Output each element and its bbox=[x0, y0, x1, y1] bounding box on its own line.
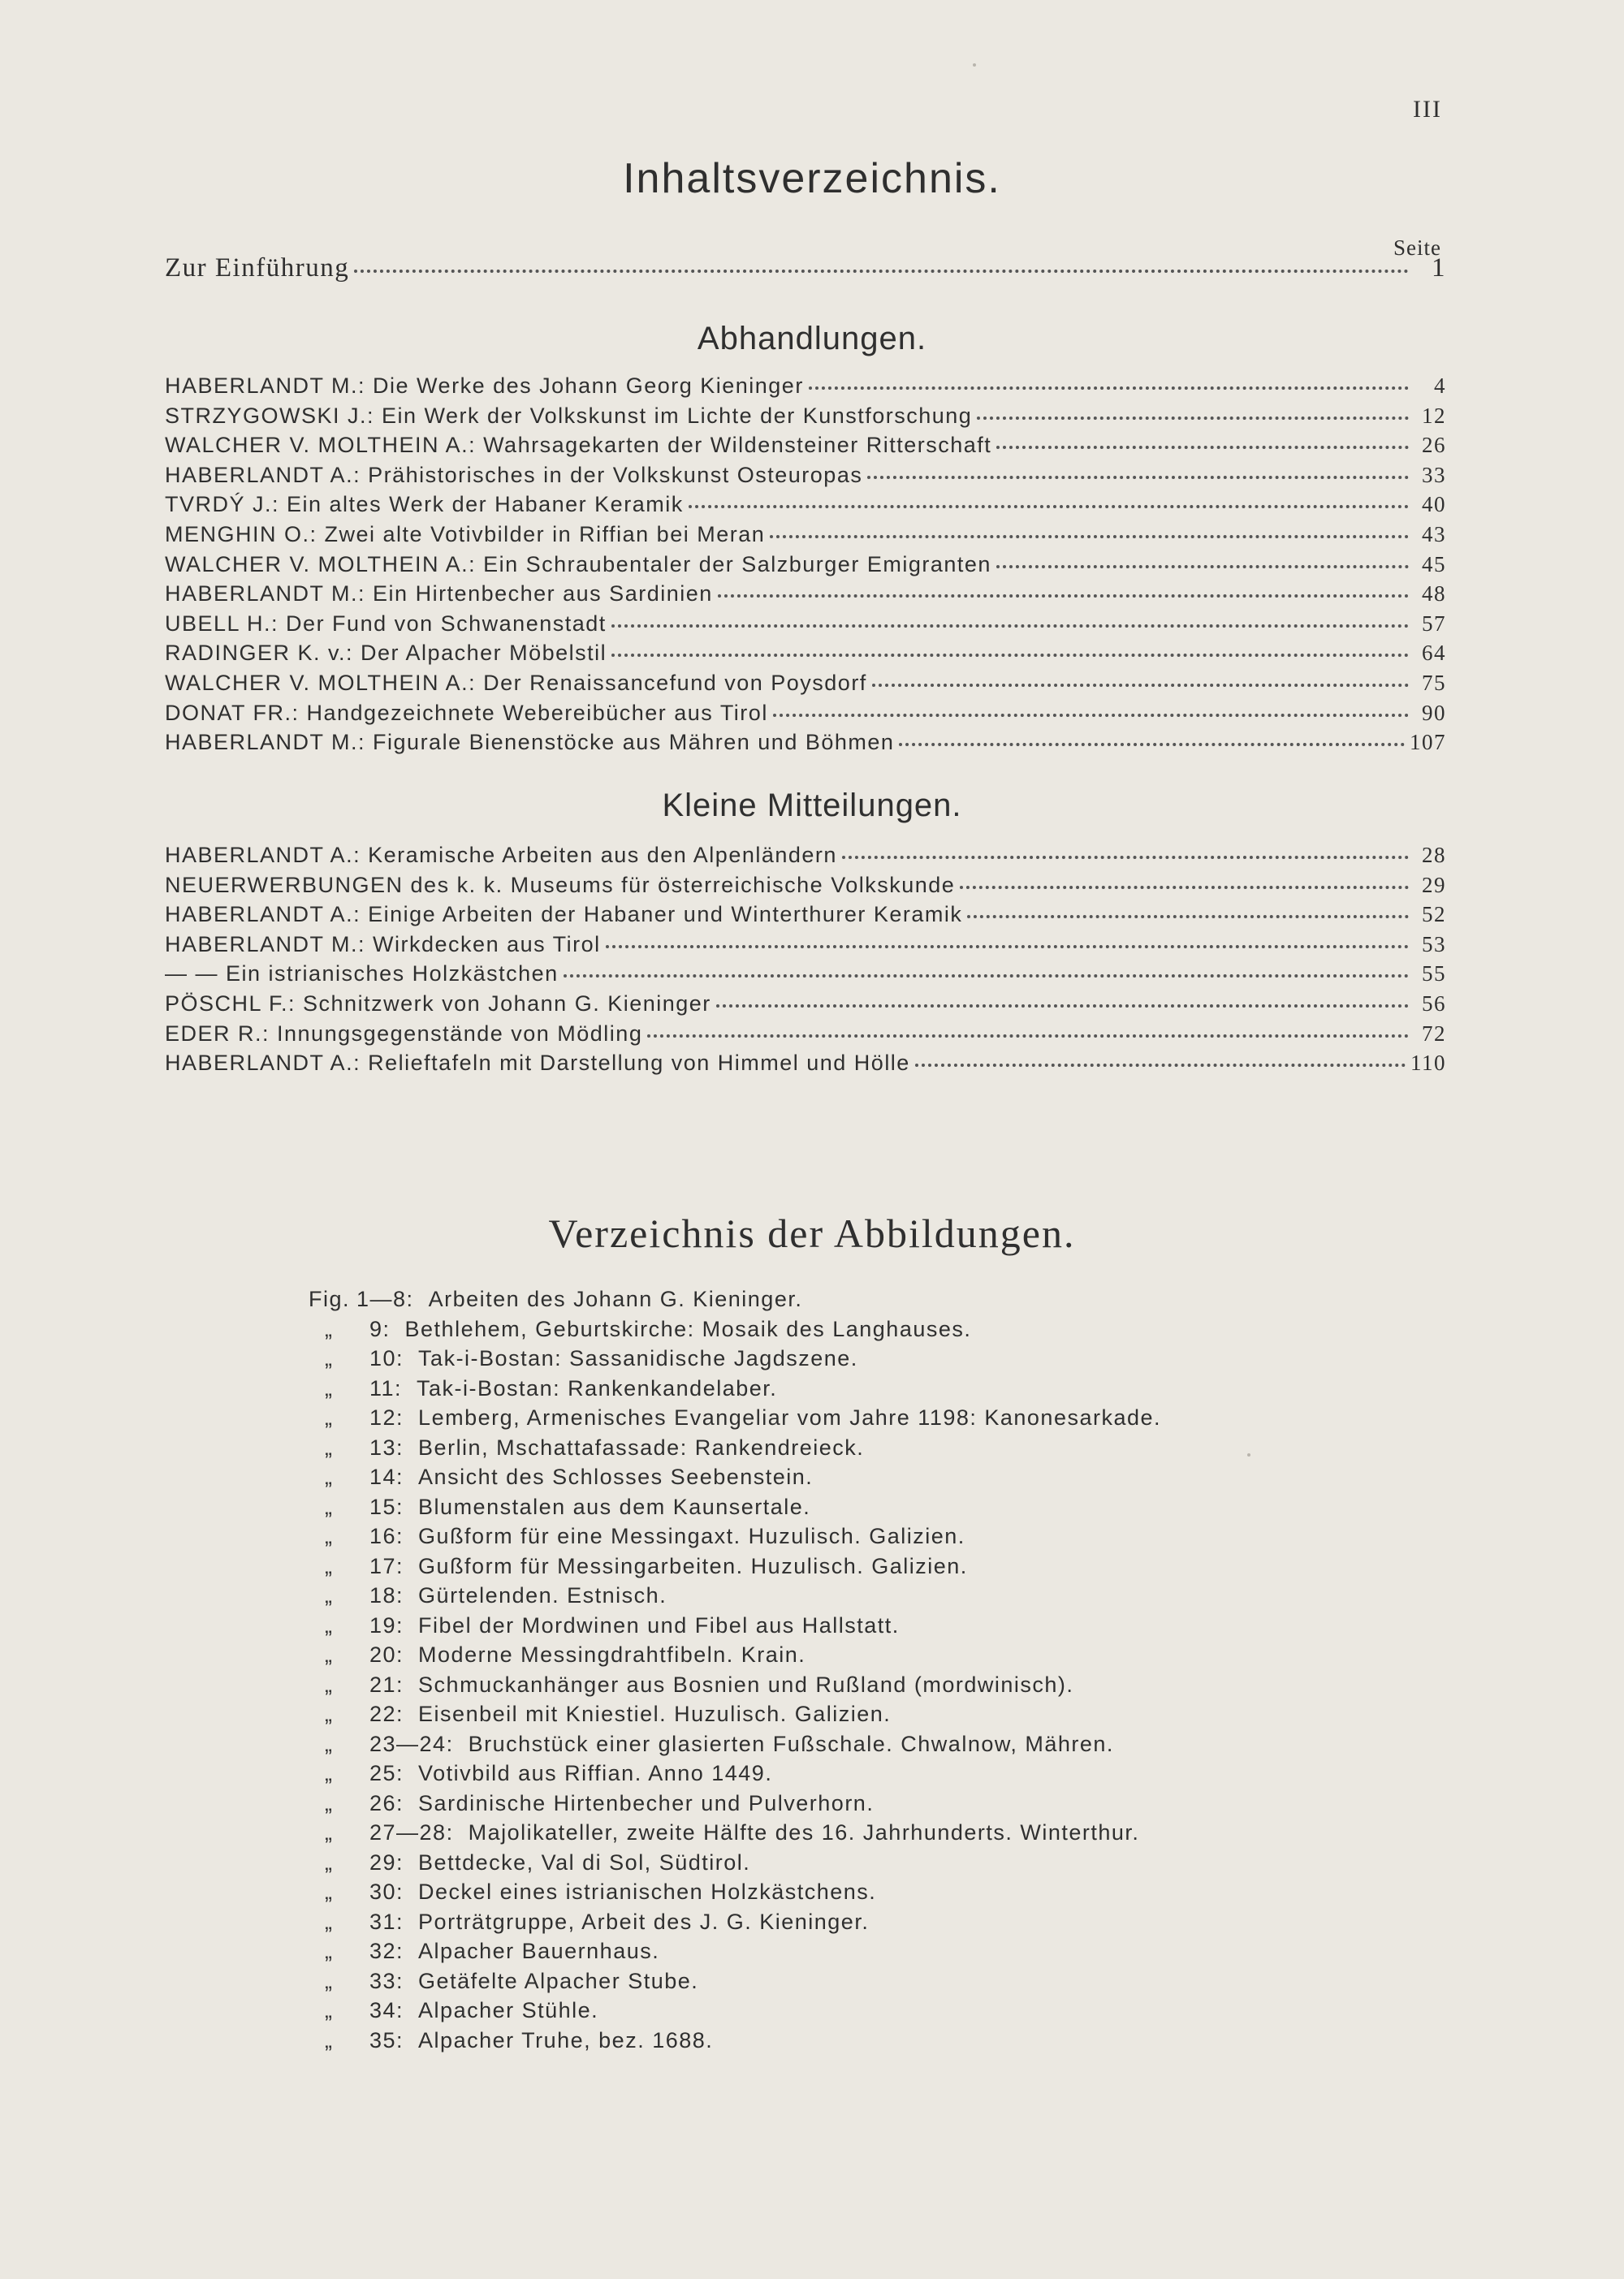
toc-entry-label: HABERLANDT M.: Ein Hirtenbecher aus Sardinien bbox=[165, 581, 713, 606]
toc-entry-page: 45 bbox=[1422, 551, 1446, 576]
figure-entry bbox=[309, 1554, 968, 1579]
figure-caption: Tak-i-Bostan: Sassanidische Jagdszene. bbox=[418, 1346, 858, 1370]
figure-number: 17: bbox=[369, 1553, 404, 1578]
toc-entry-label: HABERLANDT M.: Figurale Bienenstöcke aus Mähren und Böhmen bbox=[165, 730, 895, 755]
figure-number: 14: bbox=[369, 1465, 404, 1489]
figure-prefix: „ bbox=[325, 1672, 334, 1697]
toc-entry[interactable] bbox=[165, 641, 1446, 666]
figure-caption: Berlin, Mschattafassade: Rankendreieck. bbox=[418, 1435, 865, 1460]
figure-number: 11: bbox=[369, 1375, 403, 1401]
toc-entry[interactable] bbox=[165, 961, 1446, 986]
figure-number: 32: bbox=[369, 1939, 404, 1963]
figure-entry bbox=[309, 1702, 891, 1727]
figure-caption: Lemberg, Armenisches Evangeliar vom Jahre 1198: Kanonesarkade. bbox=[418, 1405, 1162, 1430]
dot-leader bbox=[716, 1004, 1409, 1008]
figure-prefix: „ bbox=[325, 1583, 334, 1608]
figure-number: 19: bbox=[369, 1612, 404, 1638]
figure-prefix: „ bbox=[325, 1761, 334, 1785]
figure-caption: Blumenstalen aus dem Kaunsertale. bbox=[418, 1494, 811, 1519]
figure-number: 9: bbox=[369, 1316, 391, 1341]
toc-entry[interactable] bbox=[165, 373, 1446, 399]
figure-number: 13: bbox=[369, 1435, 404, 1460]
figure-caption: Getäfelte Alpacher Stube. bbox=[418, 1968, 699, 1993]
dot-leader bbox=[867, 476, 1409, 479]
toc-entry[interactable] bbox=[165, 522, 1446, 547]
figure-prefix: „ bbox=[325, 1494, 334, 1519]
dot-leader bbox=[718, 594, 1409, 598]
figure-caption: Porträtgruppe, Arbeit des J. G. Kieninger. bbox=[418, 1909, 870, 1934]
toc-entry-page: 72 bbox=[1422, 1021, 1446, 1046]
figure-entry bbox=[309, 1346, 858, 1371]
toc-entry-intro[interactable] bbox=[165, 253, 1446, 283]
figure-caption: Majolikateller, zweite Hälfte des 16. Jahrhunderts. Winterthur. bbox=[468, 1820, 1140, 1845]
toc-entry[interactable] bbox=[165, 404, 1446, 429]
toc-entry-page: 55 bbox=[1422, 961, 1446, 986]
toc-entry-page: 110 bbox=[1410, 1051, 1446, 1076]
figure-number: 30: bbox=[369, 1880, 404, 1904]
toc-entry[interactable] bbox=[165, 730, 1446, 755]
toc-entry-page: 75 bbox=[1422, 671, 1446, 695]
figure-caption: Fibel der Mordwinen und Fibel aus Hallstatt. bbox=[418, 1612, 900, 1638]
figure-prefix: „ bbox=[325, 2027, 334, 2052]
toc-entry-page: 4 bbox=[1434, 373, 1446, 398]
paper-speck bbox=[973, 63, 976, 67]
toc-entry-page: 64 bbox=[1422, 641, 1446, 666]
figure-prefix: „ bbox=[325, 1405, 334, 1430]
figure-entry bbox=[309, 1969, 698, 1994]
dot-leader bbox=[809, 386, 1409, 390]
toc-entry-page: 48 bbox=[1422, 581, 1446, 606]
toc-entry-label: HABERLANDT A.: Einige Arbeiten der Habaner und Winterthurer Keramik bbox=[165, 902, 963, 927]
figure-entry bbox=[309, 1791, 874, 1816]
toc-entry-page: 90 bbox=[1422, 700, 1446, 725]
figure-prefix: „ bbox=[325, 1968, 334, 1993]
toc-entry-label: HABERLANDT M.: Wirkdecken aus Tirol bbox=[165, 931, 601, 956]
toc-entry-label: DONAT FR.: Handgezeichnete Webereibücher aus Tirol bbox=[165, 700, 768, 725]
toc-entry[interactable] bbox=[165, 1021, 1446, 1047]
figure-number: 20: bbox=[369, 1642, 404, 1667]
figure-entry bbox=[309, 1495, 810, 1520]
toc-entry-label: HABERLANDT A.: Relieftafeln mit Darstellung von Himmel und Hölle bbox=[165, 1051, 910, 1076]
dot-leader bbox=[977, 417, 1409, 420]
figure-caption: Ansicht des Schlosses Seebenstein. bbox=[418, 1465, 814, 1489]
figure-caption: Bettdecke, Val di Sol, Südtirol. bbox=[418, 1850, 751, 1875]
figure-entry bbox=[309, 1435, 864, 1461]
figure-caption: Alpacher Truhe, bez. 1688. bbox=[418, 2027, 714, 2052]
toc-entry[interactable] bbox=[165, 581, 1446, 606]
figure-caption: Deckel eines istrianischen Holzkästchens. bbox=[418, 1880, 877, 1904]
figure-prefix: „ bbox=[325, 1642, 334, 1667]
figure-entry bbox=[309, 1613, 900, 1638]
toc-entry-label: RADINGER K. v.: Der Alpacher Möbelstil bbox=[165, 641, 607, 666]
figure-entry bbox=[309, 2028, 713, 2053]
toc-entry-page: 40 bbox=[1422, 492, 1446, 517]
dot-leader bbox=[770, 535, 1409, 538]
dot-leader bbox=[996, 565, 1409, 568]
figure-prefix: Fig. bbox=[309, 1287, 351, 1311]
figure-caption: Gußform für eine Messingaxt. Huzulisch. Galizien. bbox=[418, 1524, 965, 1548]
toc-entry[interactable] bbox=[165, 843, 1446, 868]
toc-entry[interactable] bbox=[165, 701, 1446, 726]
figure-entry bbox=[309, 1287, 802, 1312]
figure-prefix: „ bbox=[325, 1465, 334, 1489]
paper-speck bbox=[1247, 1453, 1250, 1457]
figure-entry bbox=[309, 1317, 971, 1342]
figure-number: 10: bbox=[369, 1346, 404, 1370]
figure-caption: Bruchstück einer glasierten Fußschale. Chwalnow, Mähren. bbox=[468, 1731, 1114, 1756]
toc-entry-page: 12 bbox=[1422, 403, 1446, 428]
page-column-header: Seite bbox=[1393, 235, 1441, 260]
page-number: III bbox=[1413, 96, 1442, 123]
figure-prefix: „ bbox=[325, 1909, 334, 1934]
dot-leader bbox=[354, 270, 1409, 273]
figure-prefix: „ bbox=[325, 1524, 334, 1548]
dot-leader bbox=[872, 684, 1409, 687]
figure-entry bbox=[309, 1820, 1139, 1845]
toc-entry-label: WALCHER V. MOLTHEIN A.: Der Renaissancefund von Poysdorf bbox=[165, 671, 867, 695]
dot-leader bbox=[773, 714, 1409, 717]
dot-leader bbox=[606, 945, 1409, 948]
figure-entry bbox=[309, 1405, 1161, 1431]
figure-prefix: „ bbox=[325, 1612, 334, 1638]
figure-entry bbox=[309, 1910, 869, 1935]
figure-prefix: „ bbox=[325, 1880, 334, 1904]
toc-entry-label: HABERLANDT M.: Die Werke des Johann Georg Kieninger bbox=[165, 373, 804, 398]
figure-prefix: „ bbox=[325, 1553, 334, 1578]
toc-entry[interactable] bbox=[165, 902, 1446, 927]
toc-entry-page: 57 bbox=[1422, 611, 1446, 636]
toc-entry[interactable] bbox=[165, 492, 1446, 517]
toc-entry-label: MENGHIN O.: Zwei alte Votivbilder in Riffian bei Meran bbox=[165, 522, 766, 546]
dot-leader bbox=[842, 856, 1409, 859]
dot-leader bbox=[996, 446, 1409, 449]
figure-entry bbox=[309, 1880, 876, 1905]
figure-number: 18: bbox=[369, 1583, 404, 1608]
dot-leader bbox=[915, 1064, 1406, 1067]
figure-prefix: „ bbox=[325, 1702, 334, 1726]
toc-entry-page: 56 bbox=[1422, 991, 1446, 1016]
toc-entry[interactable] bbox=[165, 433, 1446, 458]
toc-entry[interactable] bbox=[165, 552, 1446, 577]
dot-leader bbox=[899, 743, 1405, 746]
figure-caption: Eisenbeil mit Kniestiel. Huzulisch. Galizien. bbox=[418, 1702, 892, 1726]
figure-entry bbox=[309, 1998, 598, 2023]
toc-entry-label: PÖSCHL F.: Schnitzwerk von Johann G. Kieninger bbox=[165, 991, 711, 1016]
figure-number: 21: bbox=[369, 1672, 404, 1697]
figure-entry bbox=[309, 1583, 667, 1608]
figure-caption: Alpacher Bauernhaus. bbox=[418, 1939, 660, 1963]
figure-entry bbox=[309, 1732, 1114, 1757]
figure-caption: Gußform für Messingarbeiten. Huzulisch. Galizien. bbox=[418, 1553, 968, 1578]
figure-number: 12: bbox=[369, 1405, 404, 1430]
toc-entry-page: 53 bbox=[1422, 931, 1446, 956]
figure-entry bbox=[309, 1376, 777, 1401]
figure-prefix: „ bbox=[325, 1790, 334, 1815]
figure-caption: Gürtelenden. Estnisch. bbox=[418, 1583, 667, 1608]
figure-entry bbox=[309, 1850, 750, 1875]
figure-number: 27—28: bbox=[369, 1820, 454, 1845]
section-title-kleine-mitteilungen: Kleine Mitteilungen. bbox=[662, 788, 962, 823]
section-title-abbildungen: Verzeichnis der Abbildungen. bbox=[548, 1211, 1076, 1256]
figure-number: 15: bbox=[369, 1494, 404, 1519]
figure-prefix: „ bbox=[325, 1316, 334, 1341]
toc-entry-label: WALCHER V. MOLTHEIN A.: Wahrsagekarten der Wildensteiner Ritterschaft bbox=[165, 433, 992, 458]
toc-entry-label: — — Ein istrianisches Holzkästchen bbox=[165, 961, 559, 986]
toc-entry-page: 1 bbox=[1432, 253, 1446, 283]
toc-entry[interactable] bbox=[165, 463, 1446, 488]
toc-entry-label: HABERLANDT A.: Prähistorisches in der Volkskunst Osteuropas bbox=[165, 462, 863, 487]
toc-entry-page: 26 bbox=[1422, 433, 1446, 458]
toc-entry-label: STRZYGOWSKI J.: Ein Werk der Volkskunst im Lichte der Kunstforschung bbox=[165, 403, 973, 428]
figure-caption: Schmuckanhänger aus Bosnien und Rußland (mordwinisch). bbox=[418, 1672, 1074, 1697]
toc-entry-label: Zur Einführung bbox=[165, 253, 350, 283]
figure-number: 33: bbox=[369, 1968, 404, 1993]
figure-caption: Alpacher Stühle. bbox=[418, 1998, 599, 2022]
figure-prefix: „ bbox=[325, 1731, 334, 1756]
figure-caption: Sardinische Hirtenbecher und Pulverhorn. bbox=[418, 1790, 875, 1815]
toc-entry-page: 52 bbox=[1422, 902, 1446, 927]
dot-leader bbox=[611, 654, 1409, 657]
figure-prefix: „ bbox=[325, 1435, 334, 1460]
figure-number: 23—24: bbox=[369, 1731, 454, 1756]
figure-entry bbox=[309, 1761, 772, 1786]
section-title-abhandlungen: Abhandlungen. bbox=[697, 321, 927, 356]
toc-entry[interactable] bbox=[165, 1051, 1446, 1076]
toc-entry[interactable] bbox=[165, 611, 1446, 637]
figure-number: 29: bbox=[369, 1850, 404, 1875]
toc-entry-page: 33 bbox=[1422, 462, 1446, 487]
toc-entry-label: EDER R.: Innungsgegenstände von Mödling bbox=[165, 1021, 643, 1046]
toc-entry[interactable] bbox=[165, 873, 1446, 898]
figure-number: 35: bbox=[369, 2027, 404, 2052]
figure-entry bbox=[309, 1673, 1073, 1698]
figure-number: 1—8: bbox=[356, 1287, 414, 1311]
toc-entry[interactable] bbox=[165, 932, 1446, 957]
toc-entry-label: TVRDÝ J.: Ein altes Werk der Habaner Keramik bbox=[165, 492, 684, 517]
figure-number: 34: bbox=[369, 1998, 404, 2022]
figure-prefix: „ bbox=[325, 1850, 334, 1875]
toc-entry-page: 29 bbox=[1422, 872, 1446, 897]
figure-number: 26: bbox=[369, 1790, 404, 1815]
dot-leader bbox=[960, 886, 1409, 889]
dot-leader bbox=[647, 1034, 1409, 1038]
figure-number: 16: bbox=[369, 1524, 404, 1548]
dot-leader bbox=[564, 974, 1409, 978]
toc-entry-page: 107 bbox=[1410, 730, 1446, 755]
toc-entry-page: 43 bbox=[1422, 522, 1446, 546]
figure-entry bbox=[309, 1939, 659, 1964]
figure-prefix: „ bbox=[325, 1375, 334, 1401]
figure-number: 31: bbox=[369, 1909, 404, 1934]
figure-caption: Tak-i-Bostan: Rankenkandelaber. bbox=[417, 1375, 778, 1401]
figure-caption: Votivbild aus Riffian. Anno 1449. bbox=[418, 1761, 773, 1785]
toc-entry-label: UBELL H.: Der Fund von Schwanenstadt bbox=[165, 611, 607, 636]
dot-leader bbox=[611, 624, 1409, 628]
toc-entry-label: WALCHER V. MOLTHEIN A.: Ein Schraubentaler der Salzburger Emigranten bbox=[165, 551, 991, 576]
figure-number: 25: bbox=[369, 1761, 404, 1785]
figure-caption: Arbeiten des Johann G. Kieninger. bbox=[428, 1287, 803, 1311]
toc-entry-page: 28 bbox=[1422, 843, 1446, 867]
toc-entry-label: HABERLANDT A.: Keramische Arbeiten aus den Alpenländern bbox=[165, 843, 837, 867]
figure-entry bbox=[309, 1524, 965, 1549]
toc-entry-label: NEUERWERBUNGEN des k. k. Museums für österreichische Volkskunde bbox=[165, 872, 956, 897]
figure-prefix: „ bbox=[325, 1998, 334, 2022]
figure-prefix: „ bbox=[325, 1346, 334, 1370]
figure-caption: Bethlehem, Geburtskirche: Mosaik des Langhauses. bbox=[404, 1316, 972, 1341]
page-title: Inhaltsverzeichnis. bbox=[623, 155, 1001, 202]
figure-prefix: „ bbox=[325, 1939, 334, 1963]
figure-prefix: „ bbox=[325, 1820, 334, 1845]
toc-entry[interactable] bbox=[165, 991, 1446, 1016]
figure-caption: Moderne Messingdrahtfibeln. Krain. bbox=[418, 1642, 806, 1667]
figure-entry bbox=[309, 1642, 806, 1668]
dot-leader bbox=[689, 505, 1409, 508]
toc-entry[interactable] bbox=[165, 671, 1446, 696]
figure-entry bbox=[309, 1465, 813, 1490]
figure-number: 22: bbox=[369, 1702, 404, 1726]
dot-leader bbox=[967, 915, 1409, 918]
